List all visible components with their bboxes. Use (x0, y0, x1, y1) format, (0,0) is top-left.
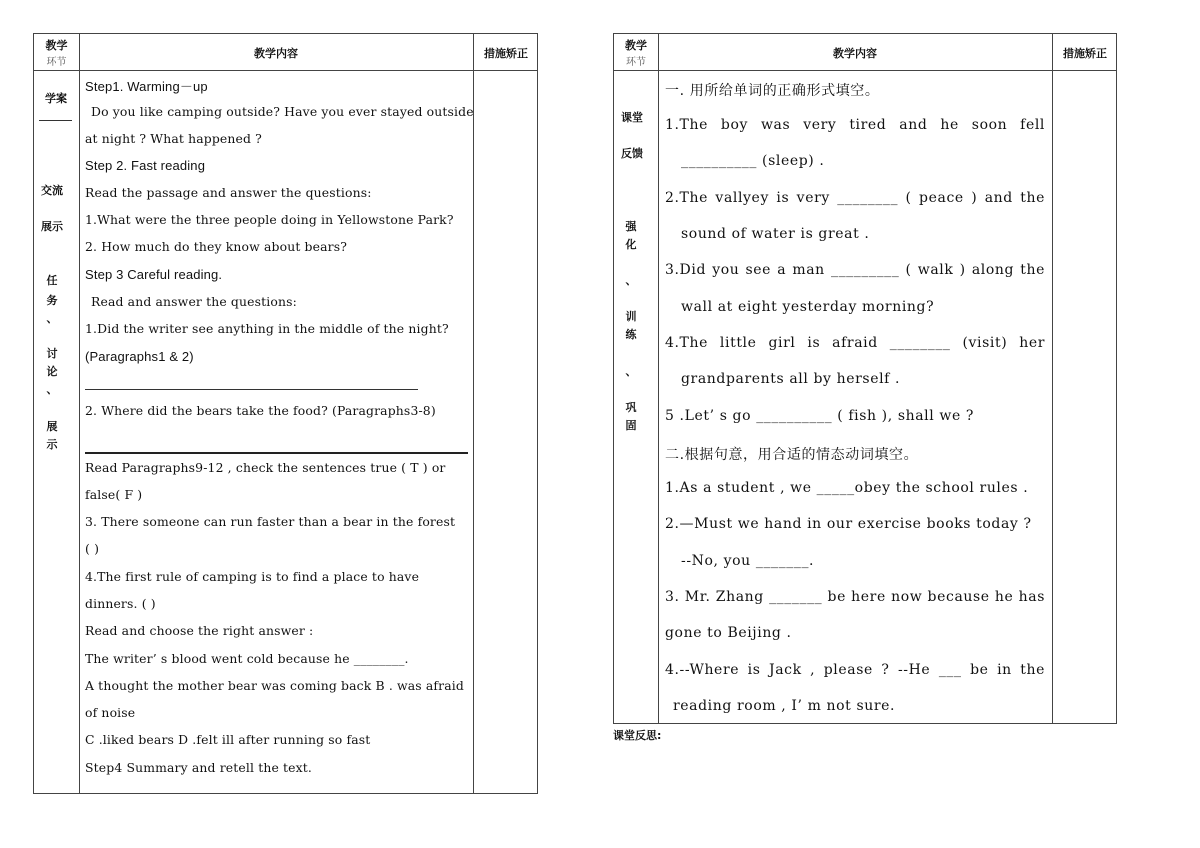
right-sidebar-label: 反馈 (621, 147, 643, 160)
left-line: C .liked bears D .felt ill after running so fast (85, 732, 371, 747)
right-col-divider-2 (1052, 34, 1053, 723)
left-line: 1.What were the three people doing in Yellowstone Park? (85, 212, 454, 227)
right-line: 4.--Where is Jack , please ? --He ___ be in the (665, 662, 1045, 678)
left-header-correction: 措施矫正 (484, 47, 528, 60)
left-col-divider-2 (473, 34, 474, 793)
left-sidebar-label: 交流 (41, 184, 63, 197)
right-sidebar-label: 训 (625, 310, 637, 323)
right-sidebar-label: 课堂 (621, 111, 643, 124)
right-sidebar-label: 化 (625, 238, 637, 251)
left-line: 1.Did the writer see anything in the middle of the night? (85, 321, 449, 336)
left-line: Read the passage and answer the questions: (85, 185, 372, 200)
left-line: Read and choose the right answer : (85, 623, 314, 638)
right-header-stage: 教学 环节 (625, 39, 647, 68)
right-line: wall at eight yesterday morning? (681, 299, 935, 315)
left-sidebar-label: 示 (46, 438, 58, 451)
right-line: grandparents all by herself . (681, 371, 901, 387)
right-header-correction: 措施矫正 (1063, 47, 1107, 60)
left-sidebar-label: 展示 (41, 220, 63, 233)
right-line: 4.The little girl is afraid ________ (visit) her (665, 335, 1045, 351)
left-sidebar-label: 讨 (46, 347, 58, 360)
right-line: sound of water is great . (681, 226, 870, 242)
left-header-content: 教学内容 (254, 47, 298, 60)
left-line: of noise (85, 705, 136, 720)
left-col-divider-1 (79, 34, 80, 793)
right-line: --No, you _______. (681, 553, 815, 569)
left-line: false( F ) (85, 487, 143, 502)
left-line: Do you like camping outside? Have you ever stayed outside (91, 104, 474, 119)
left-line: 3. There someone can run faster than a bear in the forest (85, 514, 456, 529)
left-section-rule (85, 452, 468, 454)
left-sidebar-label: 、 (46, 312, 58, 325)
left-line: dinners. ( ) (85, 596, 156, 611)
left-line: The writer’ s blood went cold because he ________. (85, 651, 409, 666)
right-line: 1.The boy was very tired and he soon fell (665, 117, 1045, 133)
left-sidebar-label: 展 (46, 420, 58, 433)
right-line: 3. Mr. Zhang _______ be here now because he has (665, 589, 1045, 605)
right-line: 5 .Let’ s go __________ ( fish ), shall we ? (665, 408, 975, 424)
left-line: Step 3 Careful reading. (85, 267, 223, 282)
right-line: 2.—Must we hand in our exercise books today ? (665, 516, 1032, 532)
left-line: ( ) (85, 541, 100, 556)
left-header-stage: 教学 环节 (45, 39, 68, 68)
left-line: Read Paragraphs9-12 , check the sentences true ( T ) or (85, 460, 446, 475)
left-line: 2. Where did the bears take the food? (Paragraphs3-8) (85, 403, 436, 418)
left-sidebar-xuean: 学案 (45, 92, 67, 105)
left-sidebar-label: 务 (46, 294, 58, 307)
left-line: A thought the mother bear was coming back B . was afraid (85, 678, 464, 693)
left-line: Read and answer the questions: (91, 294, 297, 309)
left-sidebar-label: 、 (46, 383, 58, 396)
reflection-label: 课堂反思: (613, 729, 662, 742)
right-header-rule (614, 70, 1116, 71)
right-header-content: 教学内容 (833, 47, 877, 60)
right-sidebar-label: 练 (625, 328, 637, 341)
right-sidebar-label: 强 (625, 220, 637, 233)
left-line: 2. How much do they know about bears? (85, 239, 348, 254)
left-line: Step1. Warming－up (85, 79, 208, 94)
right-line: reading room , I’ m not sure. (673, 698, 896, 714)
right-line: 二.根据句意，用合适的情态动词填空。 (665, 447, 919, 463)
right-col-divider-1 (658, 34, 659, 723)
right-sidebar-label: 、 (625, 365, 637, 378)
right-line: 2.The vallyey is very ________ ( peace ) and the (665, 190, 1045, 206)
left-answer-line (85, 389, 418, 390)
left-sidebar-label: 论 (46, 365, 58, 378)
right-sidebar-label: 固 (625, 419, 637, 432)
right-sidebar-label: 、 (625, 274, 637, 287)
right-line: 一. 用所给单词的正确形式填空。 (665, 83, 880, 99)
left-line: (Paragraphs1 & 2) (85, 349, 194, 364)
left-sidebar-xuean-rule (39, 120, 72, 121)
right-line: __________ (sleep) . (681, 153, 825, 169)
right-line: 1.As a student , we _____obey the school rules . (665, 480, 1029, 496)
right-line: gone to Beijing . (665, 625, 792, 641)
left-line: at night ? What happened ? (85, 131, 262, 146)
left-sidebar-label: 任 (46, 274, 58, 287)
right-sidebar-label: 巩 (625, 401, 637, 414)
left-line: Step4 Summary and retell the text. (85, 760, 312, 775)
left-line: 4.The first rule of camping is to find a place to have (85, 569, 420, 584)
left-header-rule (34, 70, 537, 71)
left-line: Step 2. Fast reading (85, 158, 206, 173)
right-line: 3.Did you see a man _________ ( walk ) along the (665, 262, 1045, 278)
